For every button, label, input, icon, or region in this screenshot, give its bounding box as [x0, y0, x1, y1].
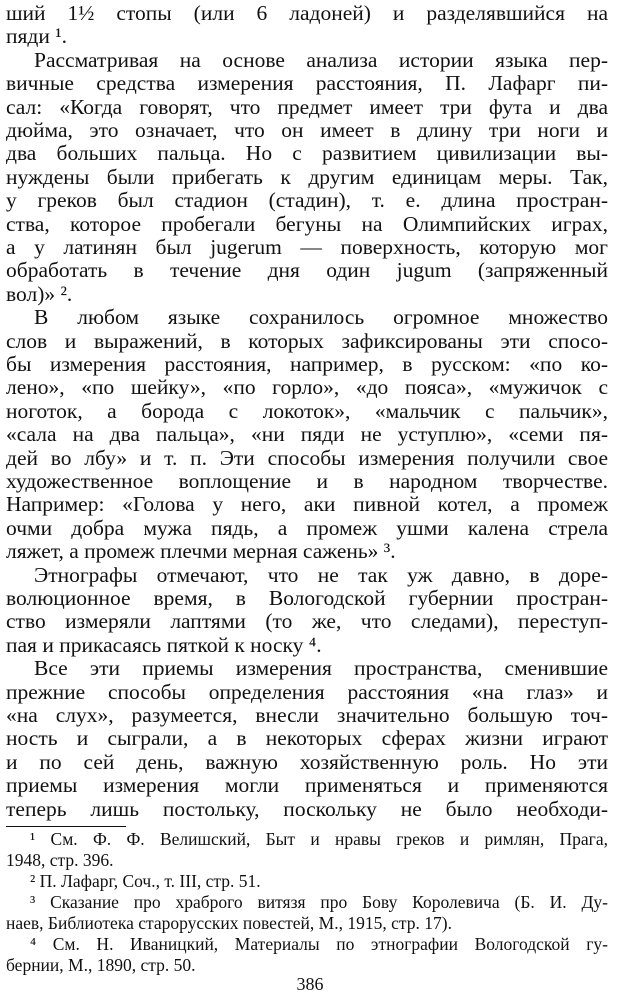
body-line: дюйма, это означает, что он имеет в длину три ноги и — [6, 118, 608, 142]
body-line: Этнографы отмечают, что не так уж давно, в доре- — [34, 562, 608, 587]
body-line: В любом языке сохранилось огромное множество — [34, 305, 608, 330]
body-line: Все эти приемы измерения пространства, сменившие — [34, 656, 608, 681]
footnote-line: ³ Сказание про храброго витязя про Бову Королевича (Б. И. Ду- — [30, 892, 608, 912]
body-line: нуждены были прибегать к другим единицам меры. Так, — [6, 164, 608, 189]
body-line: Например: «Голова у него, аки пивной котел, а промеж — [6, 492, 608, 517]
footnote-line: 1948, стр. 396. — [6, 850, 114, 870]
body-line: ший 1½ стопы (или 6 ладоней) и разделявшийся на — [6, 1, 608, 25]
body-line: приемы измерения могли применяться и применяются — [6, 773, 608, 798]
body-line: ляжет, а промеж плечми мерная сажень» ³. — [6, 539, 396, 564]
footnote-line: бернии, М., 1890, стр. 50. — [6, 955, 196, 975]
body-line: «на слух», разумеется, внесли значительно большую точ- — [6, 703, 608, 727]
body-line: вичные средства измерения расстояния, П. Лафарг пи- — [6, 71, 608, 96]
body-line: Рассматривая на основе анализа истории языка пер- — [34, 47, 608, 72]
body-line: пяди ¹. — [6, 24, 68, 49]
body-line: два больших пальца. Но с развитием цивилизации вы- — [6, 141, 608, 166]
body-line: «сала на два пальца», «ни пяди не уступлю», «семи пя- — [6, 422, 608, 447]
body-line: дей во лбу» и т. п. Эти способы измерения получили свое — [6, 445, 608, 470]
body-line: ноготок, а борода с локоток», «мальчик с пальчик», — [6, 398, 608, 423]
body-line: теперь лишь постольку, поскольку не было необходи- — [6, 796, 608, 821]
footnote-line: ¹ См. Ф. Ф. Велишский, Быт и нравы греков и римлян, Прага, — [30, 829, 608, 849]
footnote-line: ⁴ См. Н. Иваницкий, Материалы по этнографии Вологодской гу- — [30, 934, 608, 954]
body-line: сал: «Когда говорят, что предмет имеет три фута и два — [6, 94, 608, 119]
body-line: художественное воплощение и в народном творчестве. — [6, 469, 608, 493]
page-number: 386 — [296, 974, 324, 994]
body-line: обработать в течение дня один jugum (запряженный — [6, 258, 608, 283]
body-line: волюционное время, в Вологодской губернии простран- — [6, 586, 608, 610]
body-line: ность и сыграли, а в некоторых сферах жизни играют — [6, 726, 608, 751]
body-line: ство измеряли лаптями (то же, что следами), переступ- — [6, 609, 608, 634]
footnote-line: ² П. Лафарг, Соч., т. III, стр. 51. — [30, 871, 261, 891]
footnote-line: наев, Библиотека старорусских повестей, М., 1915, стр. 17). — [6, 913, 452, 933]
body-line: слов и выражений, в которых зафиксированы эти спосо- — [6, 328, 608, 353]
footnote-divider — [6, 826, 126, 827]
body-line: у греков был стадион (стадин), т. е. длина простран- — [6, 188, 608, 213]
body-line: вол)» ². — [6, 281, 73, 306]
body-line: бы измерения расстояния, например, в русском: «по ко- — [6, 352, 608, 376]
body-line: и по сей день, важную хозяйственную роль. Но эти — [6, 749, 608, 774]
body-line: очми добра мужа пядь, а промеж ушми калена стрела — [6, 515, 608, 540]
body-line: прежние способы определения расстояния «на глаз» и — [6, 679, 608, 704]
body-line: пая и прикасаясь пяткой к носку ⁴. — [6, 632, 322, 657]
body-line: ства, которое пробегали бегуны на Олимпийских играх, — [6, 211, 608, 236]
body-line: лено», «по шейку», «по горло», «до пояса», «мужичок с — [6, 375, 608, 400]
body-line: а у латинян был jugerum — поверхность, которую мог — [6, 235, 608, 259]
